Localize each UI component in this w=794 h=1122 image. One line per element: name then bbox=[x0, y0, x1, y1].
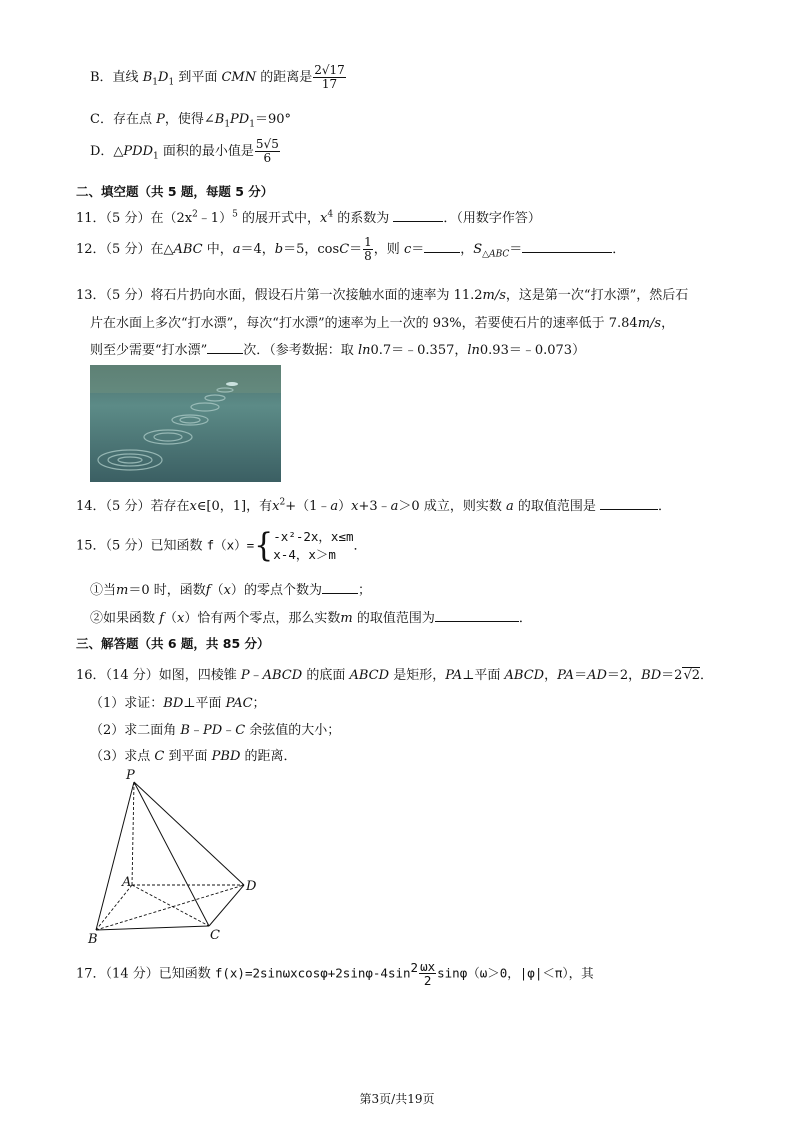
label-c: C bbox=[210, 928, 220, 943]
question-11: 11．（5 分）在$(2x^2﹣1)^5$ 的展开式中，$x^4$ 的系数为 ．（用数字作答） bbox=[76, 209, 541, 226]
skipping-stone-photo bbox=[90, 365, 281, 482]
question-16-part3: （3）求点 C 到平面 PBD 的距离． bbox=[90, 749, 297, 764]
label-b: B bbox=[88, 932, 98, 946]
option-c: C．存在点 P，使得$\angle B_1PD_1=90^\circ$ bbox=[90, 112, 291, 130]
question-16: 16．（14 分）如图，四棱锥 P﹣ABCD 的底面 ABCD 是矩形，PA⊥平面 ABCD，PA＝AD＝2，BD＝2√2． bbox=[76, 668, 714, 683]
question-17: 17．（14 分）已知函数 $f(x)=2\sin\omega xcos\varphi+2\sin\varphi-4\sin^2$ $\frac{\omega x}{2}$ sinφ（ω＞0，|φ|＜π），其 bbox=[76, 959, 594, 989]
question-15-part1: ①当m＝0 时，函数f（x）的零点个数为 ； bbox=[90, 579, 371, 598]
question-16-part1: （1）求证：BD⊥平面 PAC； bbox=[90, 696, 266, 711]
section-solution-heading: 三、解答题（共 6 题，共 85 分） bbox=[76, 636, 270, 651]
question-14: 14．（5 分）若存在x∈[0，1]，有$x^2+(1﹣a)x+3﹣a>0$ 成立，则实数 a 的取值范围是 ． bbox=[76, 497, 672, 514]
question-12: 12．（5 分）在△ABC 中，a＝4，b＝5，cosC＝ $\frac{1}{8}$ ，则 c＝ ，$S_{\triangle ABC}=$ ． bbox=[76, 235, 626, 263]
question-15-part2: ②如果函数 f（x）恰有两个零点，那么实数m 的取值范围为 ． bbox=[90, 607, 532, 626]
question-15: 15．（5 分）已知函数 f（x）={ -x²-2x，x≤m x-4，x＞m ． bbox=[76, 526, 367, 565]
question-16-part2: （2）求二面角 B﹣PD﹣C 余弦值的大小； bbox=[90, 723, 341, 738]
label-p: P bbox=[126, 768, 135, 783]
pyramid-figure bbox=[84, 766, 264, 946]
question-13-line1: 13．（5 分）将石片扔向水面，假设石片第一次接触水面的速率为 11.2m/s，这是第一次“打水漂”，然后石 bbox=[76, 288, 689, 303]
label-d: D bbox=[246, 879, 257, 894]
page-footer: 第3页/共19页 bbox=[359, 1092, 435, 1106]
option-b: B．直线 $B_1D_1$ 到平面 CMN 的距离是 $\frac{2√17}{17}$ bbox=[90, 63, 345, 91]
section-fill-in-heading: 二、填空题（共 5 题，每题 5 分） bbox=[76, 184, 274, 199]
question-13-line3: 则至少需要“打水漂” 次．（参考数据：取 ln0.7＝﹣0.357，ln0.93＝﹣0.073） bbox=[90, 339, 585, 358]
question-13-line2: 片在水面上多次“打水漂”，每次“打水漂”的速率为上一次的 93%，若要使石片的速率低于 7.84m/s， bbox=[90, 316, 675, 331]
label-a: A bbox=[122, 875, 132, 890]
option-d: D．$\triangle PDD_1$ 面积的最小值是 $\frac{5√5}{6}$ bbox=[90, 137, 279, 165]
